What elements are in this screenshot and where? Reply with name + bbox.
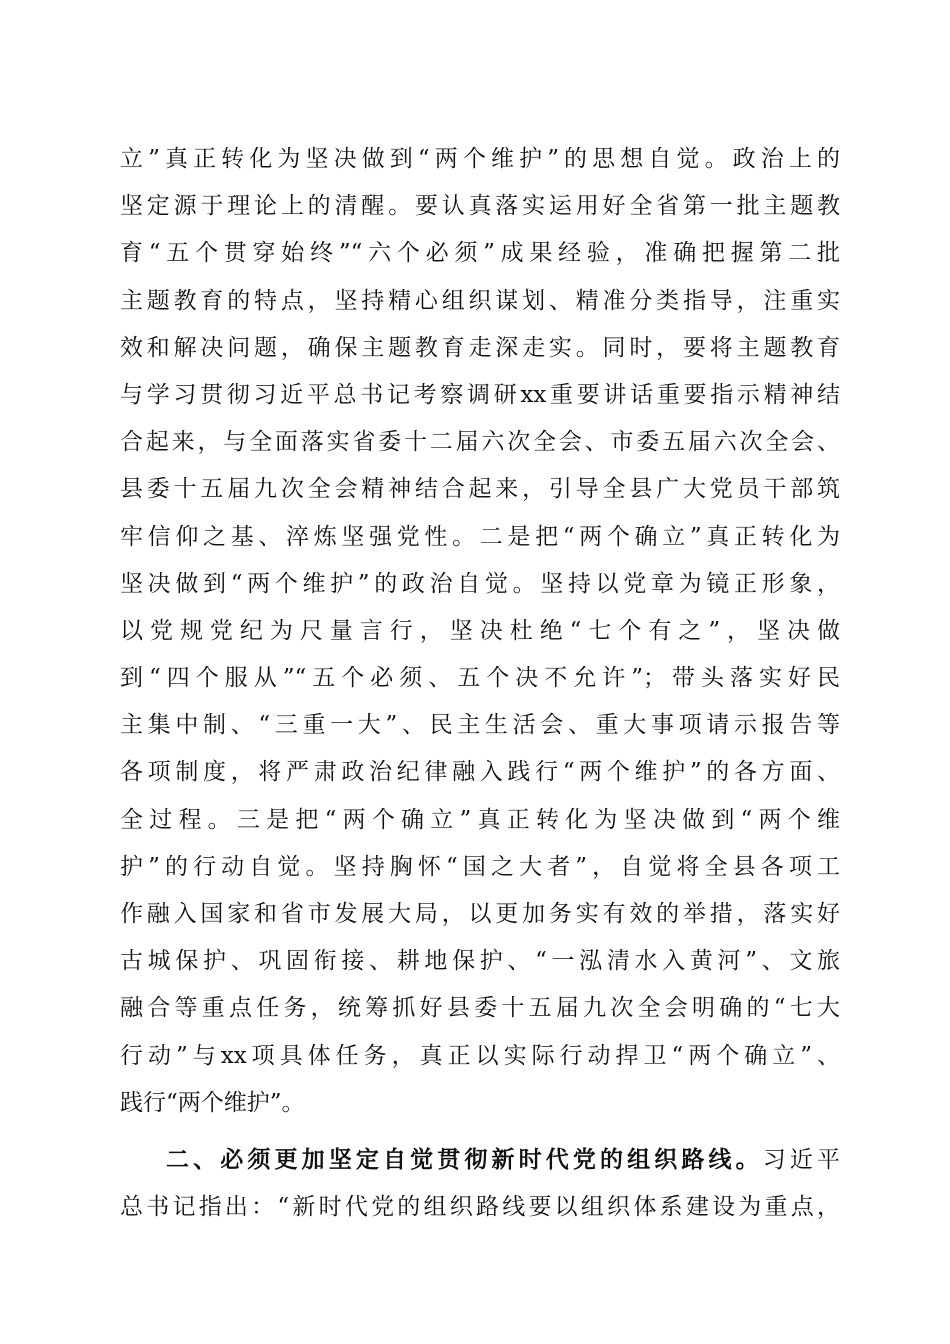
text-line: 立”真正转化为坚决做到“两个维护”的思想自觉。政治上的	[120, 146, 840, 172]
text-line: 行动”与xx项具体任务，真正以实际行动捍卫“两个确立”、	[120, 1042, 840, 1069]
text-line: 合起来，与全面落实省委十二届六次全会、市委五届六次全会、	[120, 429, 840, 456]
text-line: 坚定源于理论上的清醒。要认真落实运用好全省第一批主题教	[120, 193, 840, 220]
text-line: 坚决做到“两个维护”的政治自觉。坚持以党章为镜正形象，	[120, 570, 840, 597]
text-line: 县委十五届九次全会精神结合起来，引导全县广大党员干部筑	[120, 476, 840, 503]
text-line: 与学习贯彻习近平总书记考察调研xx重要讲话重要指示精神结	[120, 381, 840, 408]
text-line: 主题教育的特点，坚持精心组织谋划、精准分类指导，注重实	[120, 287, 840, 314]
text-line: 作融入国家和省市发展大局，以更加务实有效的举措，落实好	[120, 901, 840, 927]
text-line: 践行“两个维护”。	[120, 1089, 305, 1116]
text-line: 古城保护、巩固衔接、耕地保护、“一泓清水入黄河”、文旅	[120, 948, 840, 975]
text-line	[120, 1137, 840, 1184]
paragraph-2	[120, 1137, 840, 1231]
text-run: 习近平	[762, 1146, 840, 1173]
section-heading: 二、必须更加坚定自觉贯彻新时代党的组织路线。	[166, 1146, 763, 1173]
body-text	[120, 136, 840, 1231]
text-line: 护”的行动自觉。坚持胸怀“国之大者”，自觉将全县各项工	[120, 853, 840, 880]
text-line: 各项制度，将严肃政治纪律融入践行“两个维护”的各方面、	[120, 759, 840, 786]
text-line: 主集中制、“三重一大”、民主生活会、重大事项请示报告等	[120, 712, 840, 739]
text-line: 育“五个贯穿始终”“六个必须”成果经验，准确把握第二批	[120, 240, 840, 267]
text-line: 全过程。三是把“两个确立”真正转化为坚决做到“两个维	[120, 806, 840, 833]
text-line: 到“四个服从”“五个必须、五个决不允许”；带头落实好民	[120, 665, 840, 692]
text-line: 总书记指出：“新时代党的组织路线要以组织体系建设为重点，	[120, 1194, 840, 1221]
text-line: 以党规党纪为尺量言行，坚决杜绝“七个有之”，坚决做	[120, 617, 840, 644]
text-line: 效和解决问题，确保主题教育走深走实。同时，要将主题教育	[120, 334, 840, 361]
text-line: 融合等重点任务，统筹抓好县委十五届九次全会明确的“七大	[120, 995, 840, 1022]
paragraph-1	[120, 136, 840, 1127]
text-line: 牢信仰之基、淬炼坚强党性。二是把“两个确立”真正转化为	[120, 523, 840, 550]
